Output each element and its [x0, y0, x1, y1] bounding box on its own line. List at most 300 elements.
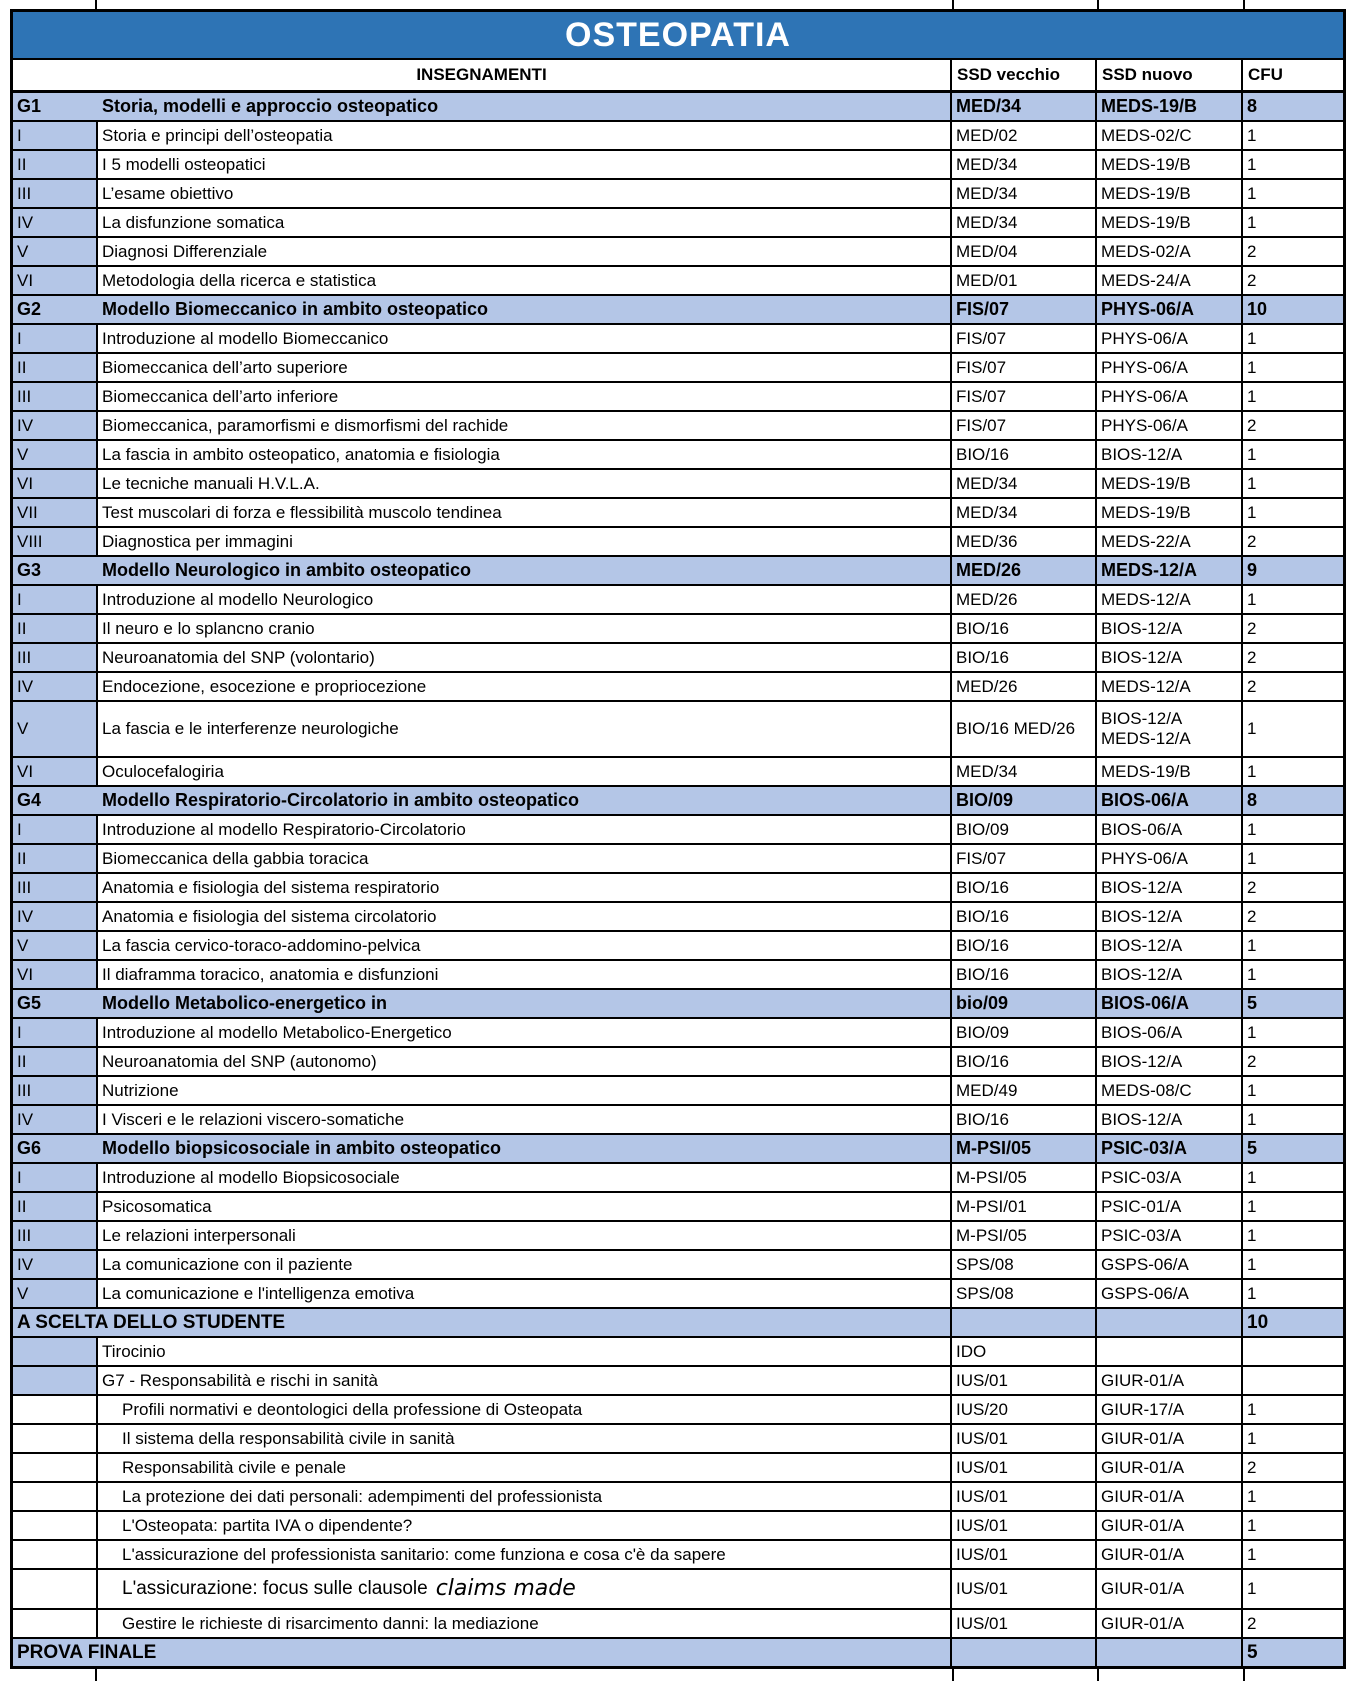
cfu-value [1243, 1367, 1343, 1394]
course-name: Storia, modelli e approccio osteopatico [98, 93, 952, 120]
row-label: PROVA FINALE [13, 1639, 952, 1666]
cfu-value: 1 [1247, 1196, 1257, 1216]
column-tick [1243, 0, 1245, 9]
course-name: Introduzione al modello Biopsicosociale [98, 1164, 952, 1191]
ssd-nuovo-value: MEDS-12/A [1097, 673, 1243, 700]
ssd-nuovo-value: MEDS-19/B [1097, 470, 1243, 497]
row-num: VI [13, 961, 98, 988]
row-num: II [13, 354, 98, 381]
ssd-nuovo-value: PSIC-03/A [1097, 1222, 1243, 1249]
ssd-vecchio-value: MED/34 [952, 180, 1097, 207]
ssd-nuovo-value: GIUR-01/A [1097, 1570, 1243, 1608]
cfu-value: 5 [1243, 1639, 1343, 1666]
ssd-vecchio-value: FIS/07 [952, 354, 1097, 381]
table-row [13, 93, 1343, 120]
course-name: Biomeccanica dell’arto superiore [98, 354, 952, 381]
row-num: IV [13, 1251, 98, 1278]
cfu-value: 2 [1247, 241, 1257, 261]
ssd-vecchio-value: IUS/01 [952, 1541, 1097, 1568]
table-row [13, 642, 1343, 671]
course-name: Modello biopsicosociale in ambito osteopatico [98, 1135, 952, 1162]
ssd-vecchio-value: SPS/08 [952, 1280, 1097, 1307]
row-num [13, 1396, 98, 1423]
row-num: I [13, 325, 98, 352]
column-header-ssd-vecchio: SSD vecchio [952, 60, 1097, 90]
ssd-nuovo-value: GIUR-01/A [1097, 1454, 1243, 1481]
table-row [13, 1510, 1343, 1539]
ssd-nuovo-value: GSPS-06/A [1097, 1280, 1243, 1307]
row-num: G2 [13, 296, 98, 323]
row-num: VI [13, 470, 98, 497]
ssd-vecchio-value: BIO/16 MED/26 [952, 702, 1097, 756]
ssd-vecchio-value: MED/34 [952, 470, 1097, 497]
table-row [13, 149, 1343, 178]
cfu-value: 1 [1247, 328, 1257, 348]
ssd-vecchio-value: IUS/20 [952, 1396, 1097, 1423]
cfu-value: 1 [1247, 1544, 1257, 1564]
row-num: VI [13, 267, 98, 294]
ssd-vecchio-value: MED/04 [952, 238, 1097, 265]
table-row [13, 120, 1343, 149]
cfu-value: 2 [1247, 906, 1257, 926]
ssd-nuovo-value: PHYS-06/A [1097, 354, 1243, 381]
table-row [13, 294, 1343, 323]
table-row [13, 410, 1343, 439]
course-name: Biomeccanica della gabbia toracica [98, 845, 952, 872]
cfu-value: 2 [1247, 877, 1257, 897]
table-row [13, 671, 1343, 700]
course-name: Neuroanatomia del SNP (volontario) [98, 644, 952, 671]
page-title: OSTEOPATIA [13, 12, 1343, 60]
cfu-value: 2 [1247, 415, 1257, 435]
course-name: L'assicurazione del professionista sanitario: come funziona e cosa c'è da sapere [98, 1541, 952, 1568]
table-row [13, 1104, 1343, 1133]
column-tick [1097, 0, 1099, 9]
row-num: G4 [13, 787, 98, 814]
table-row [13, 1608, 1343, 1637]
ssd-vecchio-value: MED/26 [952, 673, 1097, 700]
row-num: G1 [13, 93, 98, 120]
row-num: III [13, 180, 98, 207]
ssd-nuovo-value: BIOS-12/A [1097, 1106, 1243, 1133]
course-name: La disfunzione somatica [98, 209, 952, 236]
cfu-value: 1 [1247, 1579, 1257, 1599]
cfu-value: 2 [1247, 270, 1257, 290]
row-num: V [13, 238, 98, 265]
table-row [13, 323, 1343, 352]
table-row [13, 814, 1343, 843]
course-name: Endocezione, esocezione e propriocezione [98, 673, 952, 700]
course-name: Diagnostica per immagini [98, 528, 952, 555]
cfu-value: 2 [1247, 676, 1257, 696]
ssd-nuovo-value: MEDS-19/B [1097, 758, 1243, 785]
ssd-nuovo-value: PSIC-03/A [1097, 1135, 1243, 1162]
course-name: La comunicazione con il paziente [98, 1251, 952, 1278]
ssd-nuovo-value: MEDS-02/A [1097, 238, 1243, 265]
course-name: Biomeccanica, paramorfismi e dismorfismi del rachide [98, 412, 952, 439]
ssd-nuovo-value: BIOS-06/A [1097, 787, 1243, 814]
cfu-value: 1 [1247, 719, 1257, 739]
cfu-value: 1 [1247, 819, 1257, 839]
cfu-value: 1 [1247, 1515, 1257, 1535]
ssd-nuovo-value: BIOS-06/A [1097, 990, 1243, 1017]
ssd-nuovo-value: BIOS-06/A [1097, 816, 1243, 843]
cfu-value: 1 [1247, 357, 1257, 377]
column-tick [952, 0, 954, 9]
cfu-value: 1 [1247, 473, 1257, 493]
ssd-nuovo-value [1097, 1338, 1243, 1365]
ssd-nuovo-value: GIUR-17/A [1097, 1396, 1243, 1423]
ssd-nuovo-value: PSIC-03/A [1097, 1164, 1243, 1191]
ssd-vecchio-value: BIO/09 [952, 816, 1097, 843]
cfu-value: 8 [1243, 93, 1343, 120]
ssd-vecchio-value: IUS/01 [952, 1610, 1097, 1637]
row-num: G3 [13, 557, 98, 584]
cfu-value: 2 [1247, 1613, 1257, 1633]
ssd-vecchio-value: SPS/08 [952, 1251, 1097, 1278]
row-num: I [13, 1164, 98, 1191]
cfu-value: 2 [1247, 618, 1257, 638]
cfu-value: 1 [1247, 444, 1257, 464]
row-num: I [13, 1019, 98, 1046]
ssd-nuovo-value: BIOS-12/A [1097, 903, 1243, 930]
course-name: Modello Biomeccanico in ambito osteopatico [98, 296, 952, 323]
course-name: Tirocinio [98, 1338, 952, 1365]
course-name: Nutrizione [98, 1077, 952, 1104]
course-name [98, 1570, 952, 1608]
row-label: A SCELTA DELLO STUDENTE [13, 1309, 952, 1336]
row-num: G6 [13, 1135, 98, 1162]
table-row [13, 872, 1343, 901]
row-num: II [13, 1193, 98, 1220]
column-tick [95, 0, 97, 9]
column-header-cfu: CFU [1248, 65, 1283, 84]
table-row [13, 1539, 1343, 1568]
table-row [13, 613, 1343, 642]
ssd-nuovo-value: MEDS-19/B [1097, 209, 1243, 236]
column-header-ssd-nuovo: SSD nuovo [1097, 60, 1243, 90]
cfu-value: 10 [1243, 296, 1343, 323]
ssd-nuovo-value: MEDS-24/A [1097, 267, 1243, 294]
course-name: Oculocefalogiria [98, 758, 952, 785]
ssd-vecchio-value: MED/26 [952, 586, 1097, 613]
ssd-vecchio-value: BIO/09 [952, 787, 1097, 814]
row-num: III [13, 1222, 98, 1249]
cfu-value: 1 [1247, 1486, 1257, 1506]
course-table-body [13, 93, 1343, 1666]
course-name: Storia e principi dell’osteopatia [98, 122, 952, 149]
table-row [13, 236, 1343, 265]
ssd-nuovo-value: BIOS-12/A [1097, 615, 1243, 642]
ssd-vecchio-value: BIO/16 [952, 441, 1097, 468]
table-row [13, 843, 1343, 872]
table-row [13, 1423, 1343, 1452]
ssd-nuovo-value: BIOS-12/A MEDS-12/A [1097, 702, 1243, 756]
ssd-vecchio-value: FIS/07 [952, 325, 1097, 352]
ssd-nuovo-value: MEDS-12/A [1097, 586, 1243, 613]
table-row [13, 700, 1343, 756]
course-name: Profili normativi e deontologici della professione di Osteopata [98, 1396, 952, 1423]
table-row [13, 497, 1343, 526]
row-num: IV [13, 412, 98, 439]
table-row [13, 1452, 1343, 1481]
ssd-vecchio-value: IUS/01 [952, 1454, 1097, 1481]
row-num [13, 1512, 98, 1539]
row-num: III [13, 874, 98, 901]
table-row [13, 1307, 1343, 1336]
table-row [13, 901, 1343, 930]
cfu-value: 1 [1247, 154, 1257, 174]
cfu-value: 5 [1243, 1135, 1343, 1162]
ssd-vecchio-value: MED/02 [952, 122, 1097, 149]
ssd-vecchio-value: BIO/16 [952, 874, 1097, 901]
ssd-vecchio-value: BIO/16 [952, 903, 1097, 930]
table-row [13, 1568, 1343, 1608]
ssd-vecchio-value: BIO/16 [952, 932, 1097, 959]
ssd-nuovo-value: PHYS-06/A [1097, 325, 1243, 352]
course-name-italic: claims made [435, 1576, 576, 1602]
cfu-value: 1 [1247, 1022, 1257, 1042]
ssd-vecchio-value: MED/34 [952, 151, 1097, 178]
course-name: G7 - Responsabilità e rischi in sanità [98, 1367, 952, 1394]
ssd-vecchio-value: IUS/01 [952, 1425, 1097, 1452]
course-name: La fascia in ambito osteopatico, anatomia e fisiologia [98, 441, 952, 468]
cfu-value: 1 [1247, 1225, 1257, 1245]
ssd-vecchio-value: M-PSI/05 [952, 1135, 1097, 1162]
row-num: IV [13, 1106, 98, 1133]
course-name: Introduzione al modello Respiratorio-Circolatorio [98, 816, 952, 843]
table-row [13, 526, 1343, 555]
ssd-vecchio-value: IUS/01 [952, 1570, 1097, 1608]
table-row [13, 178, 1343, 207]
ssd-nuovo-value [1097, 1309, 1243, 1336]
table-row [13, 1075, 1343, 1104]
cfu-value: 1 [1247, 1109, 1257, 1129]
course-name: Modello Neurologico in ambito osteopatico [98, 557, 952, 584]
row-num [13, 1425, 98, 1452]
ssd-vecchio-value: FIS/07 [952, 845, 1097, 872]
course-name: Anatomia e fisiologia del sistema respiratorio [98, 874, 952, 901]
table-row [13, 439, 1343, 468]
ssd-nuovo-value: GIUR-01/A [1097, 1541, 1243, 1568]
ssd-vecchio-value: MED/34 [952, 209, 1097, 236]
table-row [13, 468, 1343, 497]
row-num: VIII [13, 528, 98, 555]
ssd-nuovo-value: MEDS-02/C [1097, 122, 1243, 149]
column-tick [1243, 1669, 1245, 1681]
ssd-vecchio-value: FIS/07 [952, 383, 1097, 410]
cfu-value: 1 [1247, 1399, 1257, 1419]
course-name: Le tecniche manuali H.V.L.A. [98, 470, 952, 497]
cfu-value: 2 [1247, 647, 1257, 667]
cfu-value [1243, 1338, 1343, 1365]
table-row [13, 756, 1343, 785]
ssd-vecchio-value: IDO [952, 1338, 1097, 1365]
cfu-value: 1 [1247, 761, 1257, 781]
ssd-nuovo-value: MEDS-22/A [1097, 528, 1243, 555]
course-name: La comunicazione e l'intelligenza emotiva [98, 1280, 952, 1307]
course-name: Modello Respiratorio-Circolatorio in ambito osteopatico [98, 787, 952, 814]
ssd-nuovo-value: PHYS-06/A [1097, 383, 1243, 410]
ssd-vecchio-value: M-PSI/01 [952, 1193, 1097, 1220]
cfu-value: 1 [1247, 502, 1257, 522]
table-row [13, 1249, 1343, 1278]
row-num [13, 1570, 98, 1608]
cfu-value: 2 [1247, 531, 1257, 551]
table-row [13, 1336, 1343, 1365]
bottom-border-ticks [10, 1669, 1346, 1681]
cfu-value: 1 [1247, 386, 1257, 406]
ssd-nuovo-value: GIUR-01/A [1097, 1367, 1243, 1394]
table-row [13, 555, 1343, 584]
table-row [13, 1365, 1343, 1394]
table-row [13, 1394, 1343, 1423]
table-row [13, 584, 1343, 613]
course-name: La fascia e le interferenze neurologiche [98, 702, 952, 756]
course-name: Le relazioni interpersonali [98, 1222, 952, 1249]
ssd-nuovo-value: PHYS-06/A [1097, 845, 1243, 872]
column-tick [95, 1669, 97, 1681]
course-name: L’esame obiettivo [98, 180, 952, 207]
table-row [13, 265, 1343, 294]
row-num: II [13, 845, 98, 872]
cfu-value: 1 [1247, 935, 1257, 955]
ssd-vecchio-value: BIO/16 [952, 1048, 1097, 1075]
course-name: Responsabilità civile e penale [98, 1454, 952, 1481]
course-name: Introduzione al modello Biomeccanico [98, 325, 952, 352]
table-row [13, 1133, 1343, 1162]
table-row [13, 1046, 1343, 1075]
table-row [13, 207, 1343, 236]
ssd-vecchio-value: BIO/16 [952, 644, 1097, 671]
row-num [13, 1367, 98, 1394]
ssd-nuovo-value: PSIC-01/A [1097, 1193, 1243, 1220]
ssd-vecchio-value: MED/01 [952, 267, 1097, 294]
cfu-value: 1 [1247, 183, 1257, 203]
ssd-vecchio-value: FIS/07 [952, 296, 1097, 323]
row-num: V [13, 441, 98, 468]
table-row [13, 1278, 1343, 1307]
row-num: IV [13, 903, 98, 930]
row-num [13, 1483, 98, 1510]
course-table [10, 9, 1346, 1669]
course-name: Anatomia e fisiologia del sistema circolatorio [98, 903, 952, 930]
row-num [13, 1541, 98, 1568]
ssd-nuovo-value: GIUR-01/A [1097, 1425, 1243, 1452]
ssd-vecchio-value: MED/26 [952, 557, 1097, 584]
row-num: III [13, 644, 98, 671]
course-name: Gestire le richieste di risarcimento danni: la mediazione [98, 1610, 952, 1637]
cfu-value: 2 [1247, 1457, 1257, 1477]
ssd-vecchio-value: MED/34 [952, 758, 1097, 785]
cfu-value: 1 [1247, 125, 1257, 145]
column-tick [1097, 1669, 1099, 1681]
course-name: Metodologia della ricerca e statistica [98, 267, 952, 294]
ssd-vecchio-value: MED/36 [952, 528, 1097, 555]
cfu-value: 9 [1243, 557, 1343, 584]
ssd-nuovo-value: MEDS-12/A [1097, 557, 1243, 584]
course-name-text: L'assicurazione: focus sulle clausole [122, 1578, 428, 1600]
cfu-value: 1 [1247, 1283, 1257, 1303]
cfu-value: 1 [1247, 1080, 1257, 1100]
course-name: La protezione dei dati personali: adempimenti del professionista [98, 1483, 952, 1510]
column-tick [952, 1669, 954, 1681]
ssd-nuovo-value: BIOS-12/A [1097, 961, 1243, 988]
cfu-value: 5 [1243, 990, 1343, 1017]
course-name: Neuroanatomia del SNP (autonomo) [98, 1048, 952, 1075]
cfu-value: 1 [1247, 212, 1257, 232]
row-num: I [13, 122, 98, 149]
cfu-value: 10 [1243, 1309, 1343, 1336]
ssd-nuovo-value: MEDS-19/B [1097, 499, 1243, 526]
table-row [13, 1191, 1343, 1220]
cfu-value: 8 [1243, 787, 1343, 814]
table-row [13, 959, 1343, 988]
ssd-nuovo-value: BIOS-12/A [1097, 644, 1243, 671]
course-name: I 5 modelli osteopatici [98, 151, 952, 178]
top-border-ticks [10, 0, 1346, 9]
ssd-nuovo-value: PHYS-06/A [1097, 296, 1243, 323]
ssd-nuovo-value: PHYS-06/A [1097, 412, 1243, 439]
ssd-vecchio-value: BIO/16 [952, 961, 1097, 988]
cfu-value: 1 [1247, 1428, 1257, 1448]
course-name: Il neuro e lo splancno cranio [98, 615, 952, 642]
ssd-vecchio-value: MED/34 [952, 499, 1097, 526]
ssd-vecchio-value: FIS/07 [952, 412, 1097, 439]
table-row [13, 1481, 1343, 1510]
course-name: Il diaframma toracico, anatomia e disfunzioni [98, 961, 952, 988]
ssd-vecchio-value: BIO/09 [952, 1019, 1097, 1046]
row-num [13, 1338, 98, 1365]
row-num: II [13, 1048, 98, 1075]
row-num: III [13, 383, 98, 410]
row-num: G5 [13, 990, 98, 1017]
cfu-value: 1 [1247, 848, 1257, 868]
ssd-nuovo-value: MEDS-08/C [1097, 1077, 1243, 1104]
ssd-vecchio-value: BIO/16 [952, 615, 1097, 642]
table-row [13, 988, 1343, 1017]
ssd-nuovo-value: BIOS-12/A [1097, 874, 1243, 901]
ssd-vecchio-value: M-PSI/05 [952, 1222, 1097, 1249]
row-num: V [13, 702, 98, 756]
course-name: Test muscolari di forza e flessibilità muscolo tendinea [98, 499, 952, 526]
course-name: Il sistema della responsabilità civile in sanità [98, 1425, 952, 1452]
ssd-vecchio-value: IUS/01 [952, 1483, 1097, 1510]
cfu-value: 2 [1247, 1051, 1257, 1071]
row-num: I [13, 816, 98, 843]
course-name: L'Osteopata: partita IVA o dipendente? [98, 1512, 952, 1539]
row-num [13, 1610, 98, 1637]
course-name: Introduzione al modello Neurologico [98, 586, 952, 613]
row-num: III [13, 1077, 98, 1104]
course-name: Introduzione al modello Metabolico-Energetico [98, 1019, 952, 1046]
column-header-row [13, 60, 1343, 93]
ssd-nuovo-value: BIOS-12/A [1097, 932, 1243, 959]
column-header-insegnamenti: INSEGNAMENTI [13, 60, 952, 90]
ssd-nuovo-value: BIOS-06/A [1097, 1019, 1243, 1046]
row-num: II [13, 615, 98, 642]
table-row [13, 785, 1343, 814]
ssd-vecchio-value: IUS/01 [952, 1512, 1097, 1539]
cfu-value: 1 [1247, 1254, 1257, 1274]
ssd-nuovo-value: BIOS-12/A [1097, 441, 1243, 468]
course-name: Modello Metabolico-energetico in [98, 990, 952, 1017]
row-num: II [13, 151, 98, 178]
row-num: IV [13, 673, 98, 700]
ssd-nuovo-value: BIOS-12/A [1097, 1048, 1243, 1075]
table-row [13, 930, 1343, 959]
ssd-nuovo-value: GIUR-01/A [1097, 1512, 1243, 1539]
